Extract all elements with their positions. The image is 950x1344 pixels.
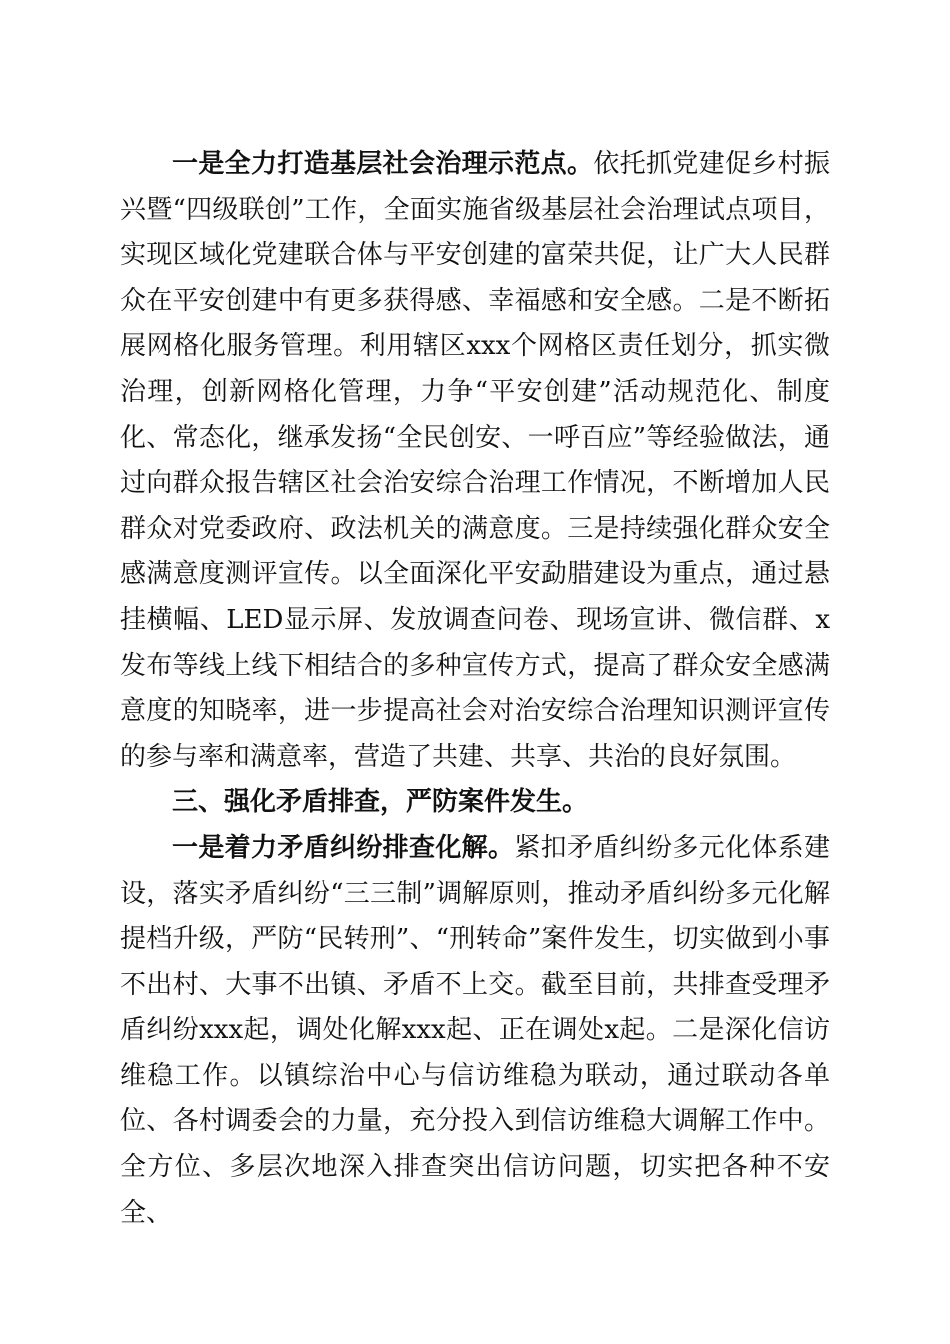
paragraph-text: 紧扣矛盾纠纷多元化体系建设，落实矛盾纠纷“三三制”调解原则，推动矛盾纠纷多元化解提档升级，严防“民转刑”、“刑转命”案件发生，切实做到小事不出村、大事不出镇、矛盾不上交。截至目前，共排查受理矛盾纠纷xxx起，调处化解xxx起、正在调处x起。二是深化信访维稳工作。以镇综治中心与信访维稳为联动，通过联动各单位、各村调委会的力量，充分投入到信访维稳大调解工作中。全方位、多层次地深入排查突出信访问题，切实把各种不安全、	[120, 832, 830, 1228]
document-body	[120, 142, 830, 1236]
paragraph-lead: 一是着力矛盾纠纷排查化解。	[172, 832, 515, 863]
section-heading: 三、强化矛盾排查，严防案件发生。	[172, 787, 589, 818]
paragraph-lead: 一是全力打造基层社会治理示范点。	[172, 149, 594, 179]
paragraph-text: 依托抓党建促乡村振兴暨“四级联创”工作，全面实施省级基层社会治理试点项目，实现区域化党建联合体与平安创建的富荣共促，让广大人民群众在平安创建中有更多获得感、幸福感和安全感。二是不断拓展网格化服务管理。利用辖区xxx个网格区责任划分，抓实微治理，创新网格化管理，力争“平安创建”活动规范化、制度化、常态化，继承发扬“全民创安、一呼百应”等经验做法，通过向群众报告辖区社会治安综合治理工作情况，不断增加人民群众对党委政府、政法机关的满意度。三是持续强化群众安全感满意度测评宣传。以全面深化平安勐腊建设为重点，通过悬挂横幅、LED显示屏、发放调查问卷、现场宣讲、微信群、x发布等线上线下相结合的多种宣传方式，提高了群众安全感满意度的知晓率，进一步提高社会对治安综合治理知识测评宣传的参与率和满意率，营造了共建、共享、共治的良好氛围。	[120, 149, 830, 772]
paragraph-grassroots-governance	[120, 142, 830, 780]
paragraph-conflict-resolution	[120, 826, 830, 1236]
